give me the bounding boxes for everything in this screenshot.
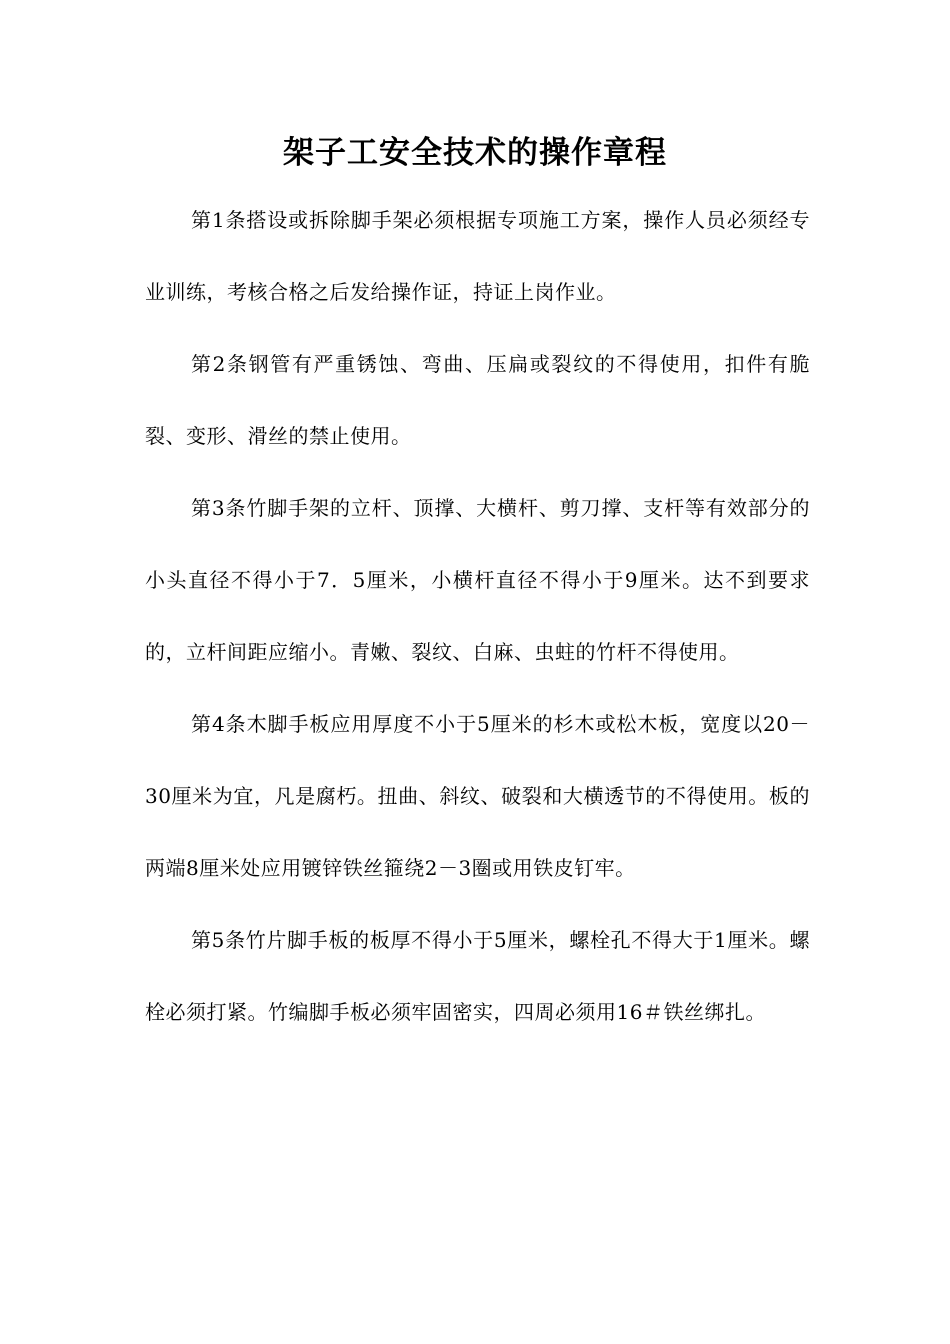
article-4: 第4条木脚手板应用厚度不小于5厘米的杉木或松木板，宽度以20－30厘米为宜，凡是腐朽。扭曲、斜纹、破裂和大横透节的不得使用。板的两端8厘米处应用镀锌铁丝箍绕2－3圈或用铁皮钉牢。	[145, 712, 810, 880]
article-3: 第3条竹脚手架的立杆、顶撑、大横杆、剪刀撑、支杆等有效部分的小头直径不得小于7．5厘米，小横杆直径不得小于9厘米。达不到要求的，立杆间距应缩小。青嫩、裂纹、白麻、虫蛀的竹杆不得使用。	[145, 496, 810, 664]
document-body	[145, 184, 810, 1048]
article-5: 第5条竹片脚手板的板厚不得小于5厘米，螺栓孔不得大于1厘米。螺栓必须打紧。竹编脚手板必须牢固密实，四周必须用16＃铁丝绑扎。	[145, 928, 810, 1024]
article-2: 第2条钢管有严重锈蚀、弯曲、压扁或裂纹的不得使用，扣件有脆裂、变形、滑丝的禁止使用。	[145, 352, 810, 448]
document-title: 架子工安全技术的操作章程	[283, 135, 667, 171]
article-1: 第1条搭设或拆除脚手架必须根据专项施工方案，操作人员必须经专业训练，考核合格之后发给操作证，持证上岗作业。	[145, 208, 810, 304]
